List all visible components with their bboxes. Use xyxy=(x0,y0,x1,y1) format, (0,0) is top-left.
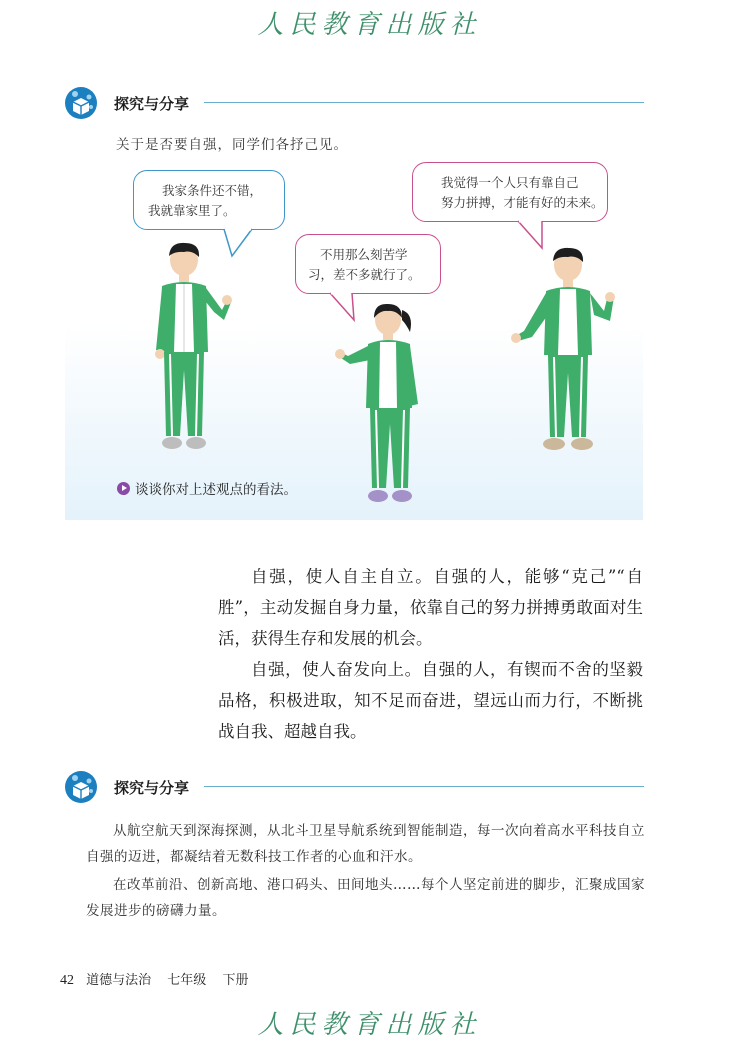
page-number: 42 xyxy=(60,973,74,988)
section-title: 探究与分享 xyxy=(114,779,190,797)
boy-figure-right xyxy=(508,245,618,460)
publisher-footer: 人民教育出版社 xyxy=(257,1010,482,1040)
speech-bubble-right xyxy=(412,162,608,222)
bubble-line: 我就靠家里了。 xyxy=(148,203,236,218)
section-header-explore-share-2 xyxy=(64,770,644,804)
section-divider xyxy=(204,102,644,103)
prompt-text: 谈谈你对上述观点的看法。 xyxy=(135,482,297,498)
speech-bubble-left xyxy=(133,170,285,230)
bubble-line: 我觉得一个人只有靠自己 xyxy=(441,175,579,190)
bubble-line: 努力拼搏，才能有好的未来。 xyxy=(441,195,604,210)
bubble-tail-left xyxy=(222,228,262,258)
bubble-line: 不用那么刻苦学 xyxy=(320,247,408,262)
play-arrow-icon xyxy=(117,482,130,495)
bubble-tail-right xyxy=(514,220,554,250)
footer-volume: 下册 xyxy=(222,973,249,988)
section2-text xyxy=(86,818,646,926)
footer-subject: 道德与法治 xyxy=(86,973,152,988)
bubble-line: 习，差不多就行了。 xyxy=(308,267,421,282)
main-text xyxy=(218,561,643,747)
bubble-line: 我家条件还不错， xyxy=(162,183,263,198)
section2-paragraph: 从航空航天到深海探测，从北斗卫星导航系统到智能制造，每一次向着高水平科技自立自强的迈进，都凝结着无数科技工作者的心血和汗水。 xyxy=(86,823,645,865)
speech-bubble-middle xyxy=(295,234,441,294)
footer-grade: 七年级 xyxy=(167,973,207,988)
section-title: 探究与分享 xyxy=(114,95,190,113)
bubble-tail-middle xyxy=(326,292,366,322)
page-footer xyxy=(60,969,260,989)
girl-figure-middle xyxy=(330,300,430,515)
explore-cube-icon xyxy=(64,770,98,804)
section-divider xyxy=(204,786,644,787)
section2-paragraph: 在改革前沿、创新高地、港口码头、田间地头……每个人坚定前进的脚步，汇聚成国家发展进步的磅礴力量。 xyxy=(86,877,645,919)
main-paragraph: 自强，使人奋发向上。自强的人，有锲而不舍的坚毅品格，积极进取，知不足而奋进，望远山而力行，不断挑战自我、超越自我。 xyxy=(218,660,643,741)
main-paragraph: 自强，使人自主自立。自强的人，能够“克己”“自胜”，主动发掘自身力量，依靠自己的努力拼搏勇敢面对生活，获得生存和发展的机会。 xyxy=(218,567,643,648)
boy-figure-left xyxy=(148,240,238,460)
publisher-header: 人民教育出版社 xyxy=(257,10,482,40)
section-header-explore-share-1 xyxy=(64,86,644,120)
explore-cube-icon xyxy=(64,86,98,120)
discussion-prompt xyxy=(117,478,297,498)
intro-text: 关于是否要自强，同学们各抒己见。 xyxy=(116,137,348,153)
